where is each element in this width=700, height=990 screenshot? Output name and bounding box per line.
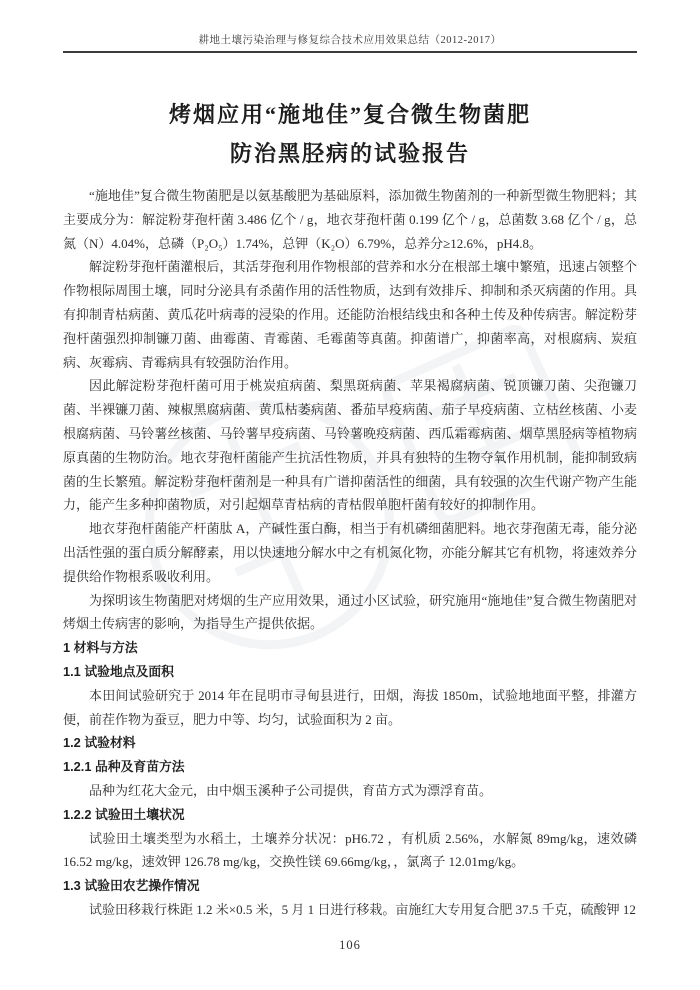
paragraph-intro: “施地佳”复合微生物菌肥是以氨基酸肥为基础原料，添加微生物菌剂的一种新型微生物肥料；其主要成分为：解淀粉芽孢杆菌 3.486 亿个 / g，地衣芽孢杆菌 0.199 亿个 / g，总菌数 3.68 亿个 / g，总氮（N）4.04%，总磷（P₂O₅）1.74%，总钾（K₂O）6.79%，总养分≥12.6%，pH4.8。 [63,188,637,251]
header-rule [63,51,637,53]
section-heading-1-2-2: 1.2.2 试验田土壤状况 [63,806,185,822]
title-line-2: 防治黑胫病的试验报告 [229,141,470,166]
document-title [0,95,700,173]
paragraph-licheniformis: 地衣芽孢杆菌能产杆菌肽 A，产碱性蛋白酶，相当于有机磷细菌肥料。地衣芽孢菌无毒，能分泌出活性强的蛋白质分解酵素，用以快速地分解水中之有机氮化物，亦能分解其它有机物，将速效养分提供给作物根系吸收利用。 [63,521,637,584]
paragraph-applications: 因此解淀粉芽孢杆菌可用于桃炭疽病菌、梨黑斑病菌、苹果褐腐病菌、锐顶镰刀菌、尖孢镰刀菌、半裸镰刀菌、辣椒黑腐病菌、黄瓜枯萎病菌、番茄早疫病菌、茄子早疫病菌、立枯丝核菌、小麦根腐病菌、马铃薯丝核菌、马铃薯早疫病菌、马铃薯晚疫病菌、西瓜霜霉病菌、烟草黑胫病等植物病原真菌的生物防治。地衣芽孢杆菌能产生抗活性物质，并具有独特的生物夺氧作用机制，能抑制致病菌的生长繁殖。解淀粉芽孢杆菌剂是一种具有广谱抑菌活性的细菌，具有较强的次生代谢产物产生能力，能产生多种抑菌物质，对引起烟草青枯病的青枯假单胞杆菌有较好的抑制作用。 [63,378,637,513]
section-heading-1-1: 1.1 试验地点及面积 [63,663,174,679]
paragraph-site: 本田间试验研究于 2014 年在昆明市寻甸县进行，田烟，海拔 1850m，试验地地面平整，排灌方便，前茬作物为蚕豆，肥力中等、均匀，试验面积为 2 亩。 [63,687,637,727]
section-heading-1-3: 1.3 试验田农艺操作情况 [63,878,200,894]
page-number: 106 [339,938,361,952]
document-body [63,184,637,922]
paragraph-purpose: 为探明该生物菌肥对烤烟的生产应用效果，通过小区试验，研究施用“施地佳”复合微生物菌肥对烤烟土传病害的影响，为指导生产提供依据。 [63,592,637,632]
paragraph-soil: 试验田土壤类型为水稻土，土壤养分状况：pH6.72 ，有机质 2.56%，水解氮 89mg/kg，速效磷 16.52 mg/kg，速效钾 126.78 mg/kg，交换性镁 69.66mg/kg，，氯离子 12.01mg/kg。 [63,830,637,870]
paragraph-agronomy: 试验田移栽行株距 1.2 米×0.5 米，5 月 1 日进行移栽。亩施红大专用复合肥 37.5 千克，硫酸钾 12 [89,901,636,917]
title-line-1: 烤烟应用“施地佳”复合微生物菌肥 [168,102,531,127]
section-heading-1-2-1: 1.2.1 品种及育苗方法 [63,759,185,775]
section-heading-1-2: 1.2 试验材料 [63,735,136,751]
paragraph-variety: 品种为红花大金元，由中烟玉溪种子公司提供，育苗方式为漂浮育苗。 [89,782,493,798]
paragraph-mechanism: 解淀粉芽孢杆菌灌根后，其活芽孢利用作物根部的营养和水分在根部土壤中繁殖，迅速占领整个作物根际周围土壤，同时分泌具有杀菌作用的活性物质，达到有效排斥、抑制和杀灭病菌的作用。具有抑制青枯病菌、黄瓜花叶病毒的浸染的作用。还能防治根结线虫和各种土传及种传病害。解淀粉芽孢杆菌强烈抑制镰刀菌、曲霉菌、青霉菌、毛霉菌等真菌。抑菌谱广，抑菌率高，对根腐病、炭疽病、灰霉病、青霉病具有较强防治作用。 [63,259,637,370]
section-heading-1: 1 材料与方法 [63,640,138,656]
running-header: 耕地土壤污染治理与修复综合技术应用效果总结（2012-2017） [198,35,502,46]
